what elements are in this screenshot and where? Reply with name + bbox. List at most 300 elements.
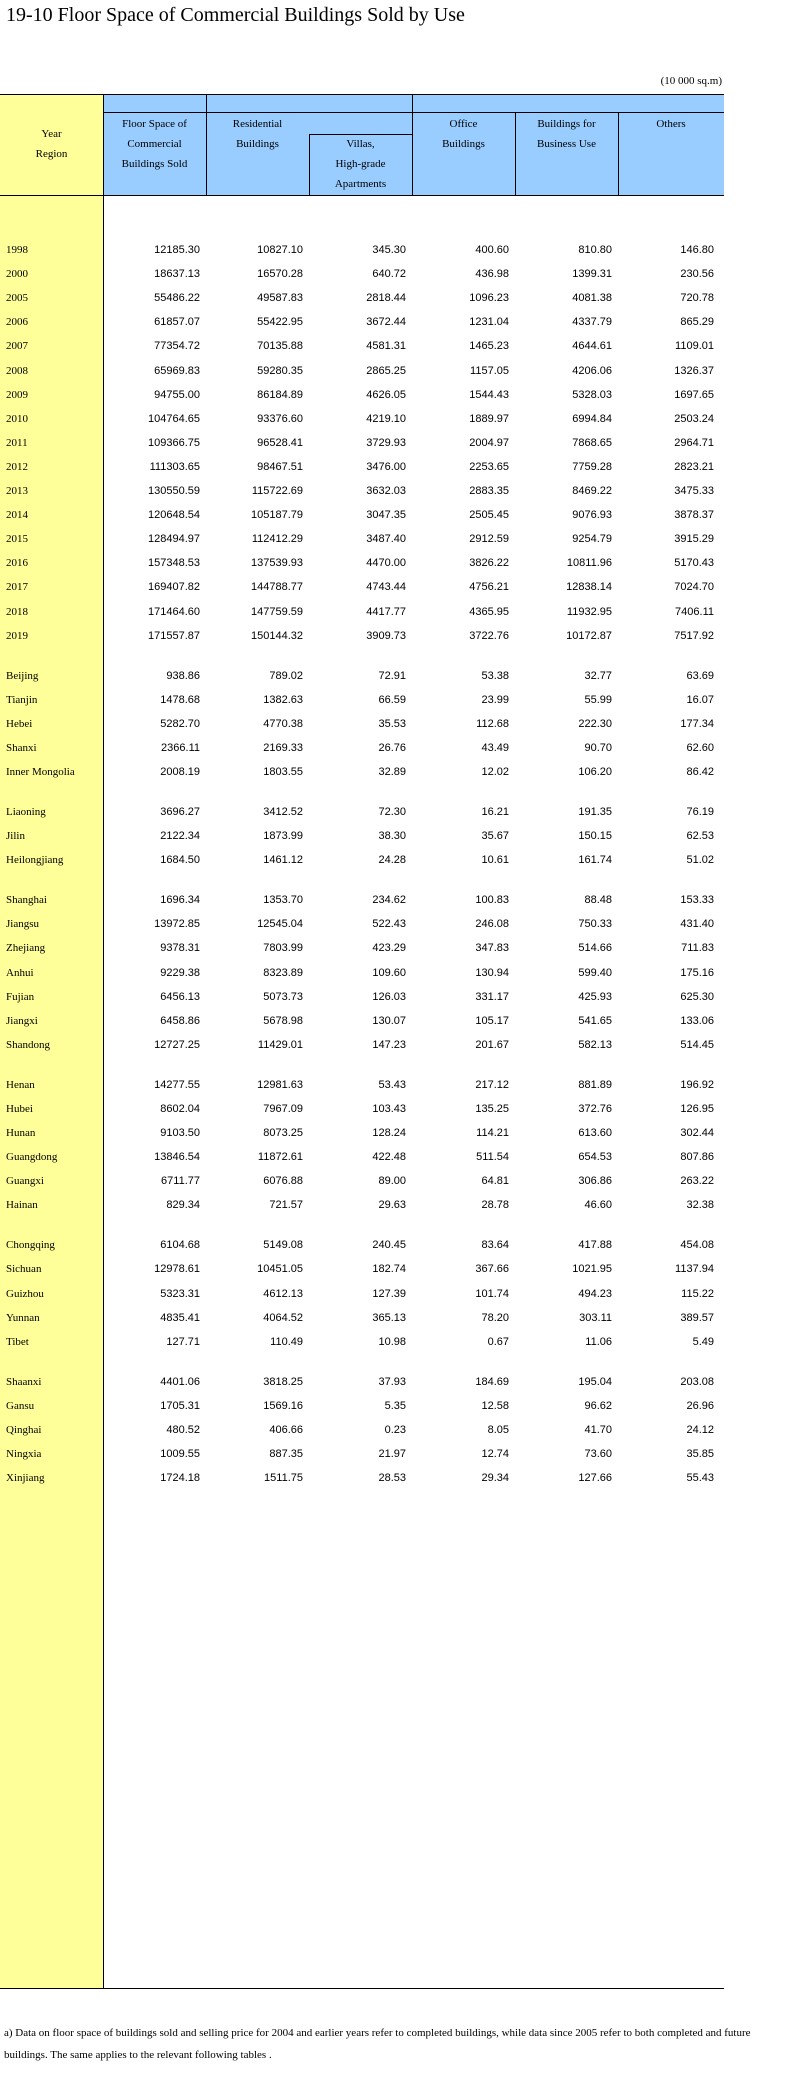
business-cell: 11.06 <box>585 1336 612 1348</box>
business-cell: 599.40 <box>578 967 612 979</box>
region-label: Jiangsu <box>6 918 39 930</box>
region-label: Shaanxi <box>6 1376 42 1388</box>
total-cell: 171557.87 <box>148 630 200 642</box>
residential-cell: 115722.69 <box>251 485 303 497</box>
office-cell: 12.02 <box>481 766 509 778</box>
residential-cell: 11872.61 <box>257 1151 303 1163</box>
villas-cell: 147.23 <box>372 1039 406 1051</box>
office-cell: 4365.95 <box>469 606 509 618</box>
total-cell: 1684.50 <box>160 854 200 866</box>
header-bottom-rule <box>0 195 724 196</box>
office-cell: 0.67 <box>487 1336 509 1348</box>
business-cell: 303.11 <box>579 1312 612 1324</box>
office-cell: 64.81 <box>481 1175 509 1187</box>
others-cell: 302.44 <box>680 1127 714 1139</box>
business-cell: 4081.38 <box>572 292 612 304</box>
year-label: 2000 <box>6 268 28 280</box>
office-cell: 83.64 <box>481 1239 509 1251</box>
office-cell: 331.17 <box>475 991 509 1003</box>
others-cell: 203.08 <box>680 1376 714 1388</box>
office-cell: 43.49 <box>481 742 509 754</box>
others-cell: 196.92 <box>680 1079 714 1091</box>
total-cell: 6104.68 <box>160 1239 200 1251</box>
villas-cell: 32.89 <box>378 766 406 778</box>
business-cell: 4644.61 <box>572 340 612 352</box>
residential-group-rule <box>103 112 412 113</box>
others-cell: 55.43 <box>686 1472 714 1484</box>
others-cell: 1109.01 <box>675 340 714 352</box>
header-top-rule <box>0 94 724 95</box>
total-cell: 55486.22 <box>154 292 200 304</box>
region-label: Liaoning <box>6 806 46 818</box>
office-cell: 130.94 <box>475 967 509 979</box>
residential-cell: 96528.41 <box>257 437 303 449</box>
total-cell: 5323.31 <box>160 1288 200 1300</box>
others-cell: 2964.71 <box>674 437 714 449</box>
villas-cell: 37.93 <box>378 1376 406 1388</box>
villas-cell: 345.30 <box>372 244 406 256</box>
business-cell: 810.80 <box>578 244 612 256</box>
others-cell: 126.95 <box>680 1103 714 1115</box>
total-cell: 9103.50 <box>160 1127 200 1139</box>
year-label: 2009 <box>6 389 28 401</box>
villas-cell: 423.29 <box>372 942 406 954</box>
others-cell: 16.07 <box>686 694 714 706</box>
villas-cell: 4581.31 <box>366 340 406 352</box>
office-cell: 28.78 <box>481 1199 509 1211</box>
total-cell: 6456.13 <box>160 991 200 1003</box>
header-sub-rule <box>412 112 724 113</box>
region-label: Anhui <box>6 967 34 979</box>
residential-cell: 86184.89 <box>257 389 303 401</box>
business-cell: 32.77 <box>584 670 612 682</box>
office-cell: 2505.45 <box>469 509 509 521</box>
others-cell: 7517.92 <box>674 630 714 642</box>
total-cell: 9378.31 <box>160 942 200 954</box>
total-cell: 6711.77 <box>161 1175 200 1187</box>
villas-cell: 72.30 <box>378 806 406 818</box>
others-cell: 1697.65 <box>674 389 714 401</box>
residential-cell: 49587.83 <box>257 292 303 304</box>
region-label: Heilongjiang <box>6 854 64 866</box>
villas-cell: 5.35 <box>384 1400 406 1412</box>
office-cell: 217.12 <box>475 1079 509 1091</box>
others-cell: 1137.94 <box>675 1263 714 1275</box>
villas-cell: 127.39 <box>372 1288 406 1300</box>
residential-cell: 4770.38 <box>263 718 303 730</box>
residential-cell: 8323.89 <box>263 967 303 979</box>
residential-cell: 1353.70 <box>263 894 303 906</box>
total-cell: 9229.38 <box>160 967 200 979</box>
office-cell: 1544.43 <box>469 389 509 401</box>
others-cell: 32.38 <box>686 1199 714 1211</box>
others-cell: 76.19 <box>686 806 714 818</box>
table-bottom-rule <box>0 1988 724 1989</box>
office-cell: 436.98 <box>475 268 509 280</box>
total-cell: 171464.60 <box>148 606 200 618</box>
villas-cell: 4743.44 <box>366 581 406 593</box>
others-cell: 720.78 <box>680 292 714 304</box>
business-cell: 425.93 <box>578 991 612 1003</box>
others-cell: 3475.33 <box>674 485 714 497</box>
villas-cell: 4417.77 <box>366 606 406 618</box>
others-cell: 24.12 <box>686 1424 714 1436</box>
business-cell: 7759.28 <box>572 461 612 473</box>
residential-cell: 137539.93 <box>251 557 303 569</box>
office-cell: 347.83 <box>475 942 509 954</box>
business-cell: 127.66 <box>578 1472 612 1484</box>
business-cell: 541.65 <box>578 1015 612 1027</box>
residential-cell: 3412.52 <box>263 806 303 818</box>
others-cell: 807.86 <box>680 1151 714 1163</box>
region-label: Shanghai <box>6 894 47 906</box>
others-cell: 62.60 <box>686 742 714 754</box>
year-label: 2015 <box>6 533 28 545</box>
villas-cell: 3476.00 <box>366 461 406 473</box>
residential-cell: 16570.28 <box>257 268 303 280</box>
region-label: Hebei <box>6 718 33 730</box>
villas-cell: 126.03 <box>372 991 406 1003</box>
office-cell: 2004.97 <box>469 437 509 449</box>
residential-cell: 112412.29 <box>251 533 303 545</box>
year-label: 2006 <box>6 316 28 328</box>
region-label: Tibet <box>6 1336 29 1348</box>
header-residential: Residential Buildings <box>232 118 283 150</box>
others-cell: 1326.37 <box>674 365 714 377</box>
business-cell: 191.35 <box>578 806 612 818</box>
villas-cell: 4626.05 <box>366 389 406 401</box>
total-cell: 1724.18 <box>160 1472 200 1484</box>
total-cell: 12727.25 <box>154 1039 200 1051</box>
residential-cell: 144788.77 <box>251 581 303 593</box>
residential-cell: 10451.05 <box>257 1263 303 1275</box>
business-cell: 750.33 <box>578 918 612 930</box>
business-cell: 46.60 <box>584 1199 612 1211</box>
residential-cell: 406.66 <box>269 1424 303 1436</box>
villas-cell: 3632.03 <box>366 485 406 497</box>
residential-cell: 6076.88 <box>263 1175 303 1187</box>
year-label: 2007 <box>6 340 28 352</box>
total-cell: 938.86 <box>166 670 200 682</box>
office-cell: 2912.59 <box>469 533 509 545</box>
villas-cell: 28.53 <box>378 1472 406 1484</box>
residential-cell: 105187.79 <box>251 509 303 521</box>
business-cell: 106.20 <box>578 766 612 778</box>
office-cell: 101.74 <box>475 1288 509 1300</box>
others-cell: 2503.24 <box>674 413 714 425</box>
business-cell: 150.15 <box>578 830 612 842</box>
year-label: 2013 <box>6 485 28 497</box>
business-cell: 222.30 <box>578 718 612 730</box>
residential-cell: 10827.10 <box>257 244 303 256</box>
office-cell: 1096.23 <box>469 292 509 304</box>
business-cell: 881.89 <box>578 1079 612 1091</box>
total-cell: 61857.07 <box>154 316 200 328</box>
office-cell: 1157.05 <box>470 365 509 377</box>
business-cell: 613.60 <box>578 1127 612 1139</box>
region-label: Tianjin <box>6 694 38 706</box>
business-cell: 90.70 <box>584 742 612 754</box>
villas-cell: 35.53 <box>378 718 406 730</box>
residential-cell: 59280.35 <box>257 365 303 377</box>
residential-cell: 12545.04 <box>257 918 303 930</box>
office-cell: 2253.65 <box>469 461 509 473</box>
total-cell: 4401.06 <box>160 1376 200 1388</box>
others-cell: 63.69 <box>686 670 714 682</box>
region-label: Fujian <box>6 991 35 1003</box>
others-cell: 175.16 <box>680 967 714 979</box>
villas-cell: 53.43 <box>378 1079 406 1091</box>
business-cell: 417.88 <box>578 1239 612 1251</box>
residential-cell: 70135.88 <box>257 340 303 352</box>
residential-cell: 4064.52 <box>263 1312 303 1324</box>
villas-cell: 26.76 <box>378 742 406 754</box>
total-cell: 18637.13 <box>154 268 200 280</box>
business-cell: 10811.96 <box>566 557 612 569</box>
total-cell: 77354.72 <box>154 340 200 352</box>
business-cell: 4337.79 <box>572 316 612 328</box>
total-cell: 13972.85 <box>154 918 200 930</box>
region-label: Jilin <box>6 830 25 842</box>
others-cell: 3878.37 <box>674 509 714 521</box>
business-cell: 88.48 <box>584 894 612 906</box>
residential-cell: 5149.08 <box>263 1239 303 1251</box>
villas-cell: 240.45 <box>372 1239 406 1251</box>
office-cell: 1889.97 <box>469 413 509 425</box>
total-cell: 111303.65 <box>149 461 200 473</box>
data-table <box>0 94 724 1989</box>
office-cell: 35.67 <box>481 830 509 842</box>
region-label: Guangxi <box>6 1175 44 1187</box>
business-cell: 514.66 <box>578 942 612 954</box>
year-label: 2010 <box>6 413 28 425</box>
others-cell: 7024.70 <box>674 581 714 593</box>
office-cell: 3826.22 <box>469 557 509 569</box>
total-cell: 169407.82 <box>148 581 200 593</box>
office-cell: 1465.23 <box>469 340 509 352</box>
region-label: Gansu <box>6 1400 35 1412</box>
others-cell: 86.42 <box>686 766 714 778</box>
office-cell: 8.05 <box>487 1424 509 1436</box>
residential-cell: 1569.16 <box>263 1400 303 1412</box>
others-cell: 711.83 <box>681 942 714 954</box>
villas-cell: 4219.10 <box>366 413 406 425</box>
office-cell: 400.60 <box>475 244 509 256</box>
office-cell: 12.58 <box>481 1400 509 1412</box>
villas-cell: 234.62 <box>372 894 406 906</box>
header-others: Others <box>656 118 686 130</box>
business-cell: 5328.03 <box>572 389 612 401</box>
total-cell: 14277.55 <box>154 1079 200 1091</box>
others-cell: 865.29 <box>680 316 714 328</box>
total-cell: 94755.00 <box>154 389 200 401</box>
office-cell: 112.68 <box>476 718 509 730</box>
others-cell: 514.45 <box>680 1039 714 1051</box>
region-label: Henan <box>6 1079 35 1091</box>
office-cell: 78.20 <box>481 1312 509 1324</box>
villas-cell: 128.24 <box>372 1127 406 1139</box>
total-cell: 12185.30 <box>154 244 200 256</box>
region-label: Hubei <box>6 1103 33 1115</box>
total-cell: 4835.41 <box>160 1312 200 1324</box>
villas-cell: 3672.44 <box>366 316 406 328</box>
villas-cell: 365.13 <box>372 1312 406 1324</box>
business-cell: 4206.06 <box>572 365 612 377</box>
year-label: 2016 <box>6 557 28 569</box>
office-cell: 29.34 <box>481 1472 509 1484</box>
office-cell: 511.54 <box>476 1151 509 1163</box>
total-cell: 2122.34 <box>160 830 200 842</box>
total-cell: 6458.86 <box>160 1015 200 1027</box>
business-cell: 9254.79 <box>572 533 612 545</box>
business-cell: 582.13 <box>578 1039 612 1051</box>
region-label: Xinjiang <box>6 1472 45 1484</box>
year-label: 2019 <box>6 630 28 642</box>
region-label: Beijing <box>6 670 39 682</box>
others-cell: 177.34 <box>680 718 714 730</box>
villas-cell: 130.07 <box>372 1015 406 1027</box>
business-cell: 8469.22 <box>572 485 612 497</box>
total-cell: 5282.70 <box>160 718 200 730</box>
region-label: Hunan <box>6 1127 36 1139</box>
residential-cell: 147759.59 <box>251 606 303 618</box>
page-title: 19-10 Floor Space of Commercial Buildings Sold by Use <box>6 4 465 26</box>
villas-cell: 89.00 <box>378 1175 406 1187</box>
header-total: Floor Space of Commercial Buildings Sold <box>121 118 188 170</box>
residential-cell: 1873.99 <box>263 830 303 842</box>
others-cell: 153.33 <box>680 894 714 906</box>
villas-cell: 10.98 <box>378 1336 406 1348</box>
others-cell: 146.80 <box>680 244 714 256</box>
total-cell: 1478.68 <box>160 694 200 706</box>
office-cell: 114.21 <box>476 1127 509 1139</box>
others-cell: 5.49 <box>692 1336 714 1348</box>
header-business: Buildings for Business Use <box>537 118 596 150</box>
region-label: Shandong <box>6 1039 50 1051</box>
business-cell: 10172.87 <box>566 630 612 642</box>
others-cell: 625.30 <box>680 991 714 1003</box>
region-label: Hainan <box>6 1199 38 1211</box>
office-cell: 16.21 <box>481 806 509 818</box>
footnote: a) Data on floor space of buildings sold and selling price for 2004 and earlier years refer to completed buildings, while data since 2005 refer to both completed and future buildings. The same applies to the relevant following tables . <box>4 2027 751 2061</box>
total-cell: 120648.54 <box>148 509 200 521</box>
others-cell: 454.08 <box>680 1239 714 1251</box>
business-cell: 9076.93 <box>572 509 612 521</box>
others-cell: 431.40 <box>680 918 714 930</box>
header-villas: Villas, High-grade Apartments <box>334 138 387 190</box>
business-cell: 195.04 <box>578 1376 612 1388</box>
year-label: 1998 <box>6 244 28 256</box>
residential-cell: 5073.73 <box>263 991 303 1003</box>
residential-cell: 1511.75 <box>264 1472 303 1484</box>
others-cell: 230.56 <box>680 268 714 280</box>
business-cell: 161.74 <box>578 854 612 866</box>
total-cell: 829.34 <box>166 1199 200 1211</box>
villas-cell: 109.60 <box>372 967 406 979</box>
year-label: 2017 <box>6 581 28 593</box>
business-cell: 1021.95 <box>572 1263 612 1275</box>
residential-cell: 5678.98 <box>263 1015 303 1027</box>
villas-cell: 2865.25 <box>366 365 406 377</box>
others-cell: 26.96 <box>686 1400 714 1412</box>
residential-cell: 11429.01 <box>257 1039 303 1051</box>
villas-cell: 38.30 <box>378 830 406 842</box>
residential-cell: 110.49 <box>270 1336 303 1348</box>
year-label: 2008 <box>6 365 28 377</box>
region-label: Guangdong <box>6 1151 58 1163</box>
total-cell: 157348.53 <box>148 557 200 569</box>
year-label: 2005 <box>6 292 28 304</box>
total-cell: 65969.83 <box>154 365 200 377</box>
others-cell: 5170.43 <box>674 557 714 569</box>
villas-cell: 3909.73 <box>366 630 406 642</box>
office-cell: 10.61 <box>481 854 509 866</box>
office-cell: 3722.76 <box>469 630 509 642</box>
business-cell: 41.70 <box>584 1424 612 1436</box>
header-office: Office Buildings <box>442 118 485 150</box>
business-cell: 306.86 <box>578 1175 612 1187</box>
total-cell: 128494.97 <box>148 533 200 545</box>
region-label: Sichuan <box>6 1263 42 1275</box>
total-cell: 1009.55 <box>160 1448 200 1460</box>
business-cell: 654.53 <box>578 1151 612 1163</box>
villas-cell: 66.59 <box>378 694 406 706</box>
region-label: Ningxia <box>6 1448 42 1460</box>
business-cell: 6994.84 <box>572 413 612 425</box>
office-cell: 201.67 <box>475 1039 509 1051</box>
total-cell: 127.71 <box>166 1336 200 1348</box>
total-cell: 109366.75 <box>148 437 200 449</box>
residential-cell: 1803.55 <box>263 766 303 778</box>
residential-cell: 887.35 <box>269 1448 303 1460</box>
villas-cell: 182.74 <box>372 1263 406 1275</box>
region-label: Guizhou <box>6 1288 44 1300</box>
office-cell: 105.17 <box>475 1015 509 1027</box>
office-cell: 1231.04 <box>469 316 509 328</box>
villas-cell: 3047.35 <box>366 509 406 521</box>
others-cell: 133.06 <box>680 1015 714 1027</box>
year-label: 2018 <box>6 606 28 618</box>
residential-cell: 721.57 <box>269 1199 303 1211</box>
villas-cell: 21.97 <box>378 1448 406 1460</box>
total-cell: 480.52 <box>166 1424 200 1436</box>
villas-cell: 522.43 <box>372 918 406 930</box>
total-cell: 104764.65 <box>148 413 200 425</box>
business-cell: 11932.95 <box>566 606 612 618</box>
office-cell: 367.66 <box>475 1263 509 1275</box>
business-cell: 96.62 <box>584 1400 612 1412</box>
total-cell: 1696.34 <box>160 894 200 906</box>
others-cell: 35.85 <box>686 1448 714 1460</box>
others-cell: 7406.11 <box>675 606 714 618</box>
others-cell: 3915.29 <box>674 533 714 545</box>
villas-cell: 0.23 <box>384 1424 406 1436</box>
region-label: Chongqing <box>6 1239 55 1251</box>
residential-cell: 98467.51 <box>257 461 303 473</box>
total-cell: 2366.11 <box>161 742 200 754</box>
office-cell: 12.74 <box>481 1448 509 1460</box>
region-label: Inner Mongolia <box>6 766 75 778</box>
residential-cell: 93376.60 <box>257 413 303 425</box>
residential-cell: 1382.63 <box>263 694 303 706</box>
total-cell: 8602.04 <box>160 1103 200 1115</box>
business-cell: 55.99 <box>584 694 612 706</box>
business-cell: 1399.31 <box>572 268 612 280</box>
header-year-region: Year Region <box>35 128 68 160</box>
residential-cell: 4612.13 <box>263 1288 303 1300</box>
year-label: 2014 <box>6 509 28 521</box>
villas-cell: 72.91 <box>378 670 406 682</box>
